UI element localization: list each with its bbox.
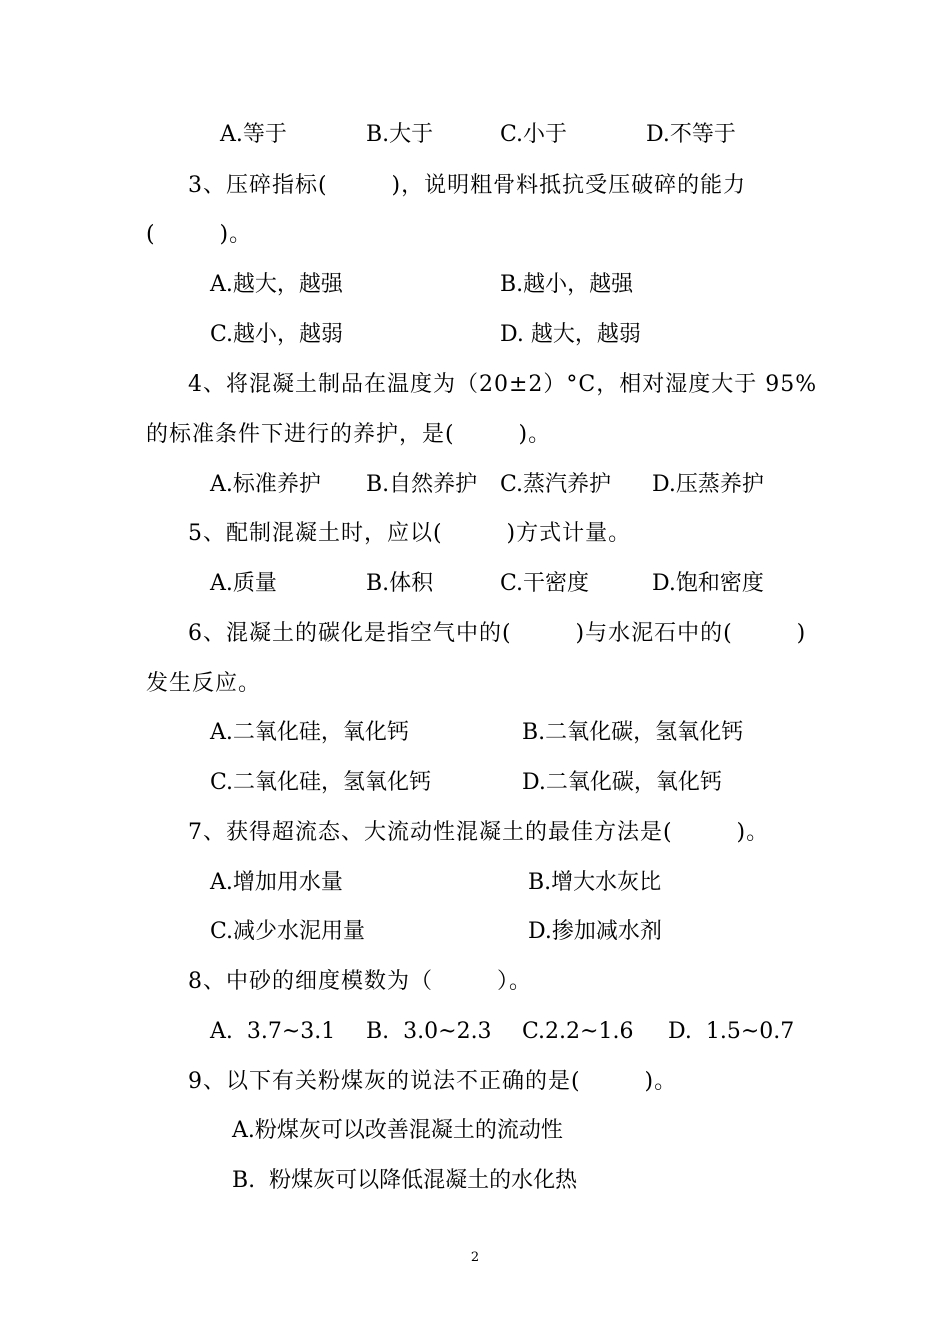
q7-option-b: B.增大水灰比	[528, 870, 662, 895]
q8-option-c: C.2.2~1.6	[522, 1019, 634, 1044]
q5-option-c: C.干密度	[500, 571, 590, 596]
q2-option-a: A.等于	[220, 122, 287, 147]
q4-option-c: C.蒸汽养护	[500, 472, 612, 497]
q5-option-a: A.质量	[210, 571, 277, 596]
q4-option-b: B.自然养护	[366, 472, 478, 497]
q8-option-b: B. 3.0~2.3	[366, 1019, 492, 1044]
q9-stem: 9、以下有关粉煤灰的说法不正确的是( )。	[188, 1069, 678, 1094]
q3-option-c: C.越小，越弱	[210, 322, 344, 347]
q6-stem-line1: 6、混凝土的碳化是指空气中的( )与水泥石中的( )	[188, 621, 807, 646]
q8-option-d: D. 1.5~0.7	[668, 1019, 795, 1044]
q8-stem: 8、中砂的细度模数为（ ）。	[188, 969, 532, 994]
q9-option-b: B. 粉煤灰可以降低混凝土的水化热	[232, 1168, 578, 1193]
q4-option-d: D.压蒸养护	[652, 472, 764, 497]
q3-stem-line2: ( )。	[146, 222, 253, 247]
q5-option-d: D.饱和密度	[652, 571, 764, 596]
q7-option-a: A.增加用水量	[210, 870, 343, 895]
q8-option-a: A. 3.7~3.1	[210, 1019, 336, 1044]
page-number: 2	[470, 1250, 480, 1265]
q3-option-b: B.越小，越强	[500, 272, 634, 297]
q9-option-a: A.粉煤灰可以改善混凝土的流动性	[232, 1118, 563, 1143]
q6-option-c: C.二氧化硅，氢氧化钙	[210, 770, 432, 795]
q3-option-a: A.越大，越强	[210, 272, 343, 297]
q6-option-a: A.二氧化硅，氧化钙	[210, 720, 409, 745]
q4-stem-line2: 的标准条件下进行的养护，是( )。	[146, 422, 552, 447]
q6-option-b: B.二氧化碳，氢氧化钙	[522, 720, 744, 745]
q4-stem-line1: 4、将混凝土制品在温度为（20±2）°C，相对湿度大于 95%	[188, 372, 818, 397]
q5-stem: 5、配制混凝土时，应以( )方式计量。	[188, 521, 632, 546]
q6-stem-line2: 发生反应。	[146, 671, 262, 696]
q7-stem: 7、获得超流态、大流动性混凝土的最佳方法是( )。	[188, 820, 770, 845]
q3-option-d: D. 越大，越弱	[500, 322, 641, 347]
q7-option-d: D.掺加减水剂	[528, 919, 662, 944]
q2-option-d: D.不等于	[646, 122, 736, 147]
q4-option-a: A.标准养护	[210, 472, 321, 497]
q2-option-c: C.小于	[500, 122, 568, 147]
q6-option-d: D.二氧化碳，氧化钙	[522, 770, 722, 795]
q7-option-c: C.减少水泥用量	[210, 919, 366, 944]
q5-option-b: B.体积	[366, 571, 434, 596]
q3-stem-line1: 3、压碎指标( )，说明粗骨料抵抗受压破碎的能力	[188, 173, 747, 198]
q2-option-b: B.大于	[366, 122, 434, 147]
